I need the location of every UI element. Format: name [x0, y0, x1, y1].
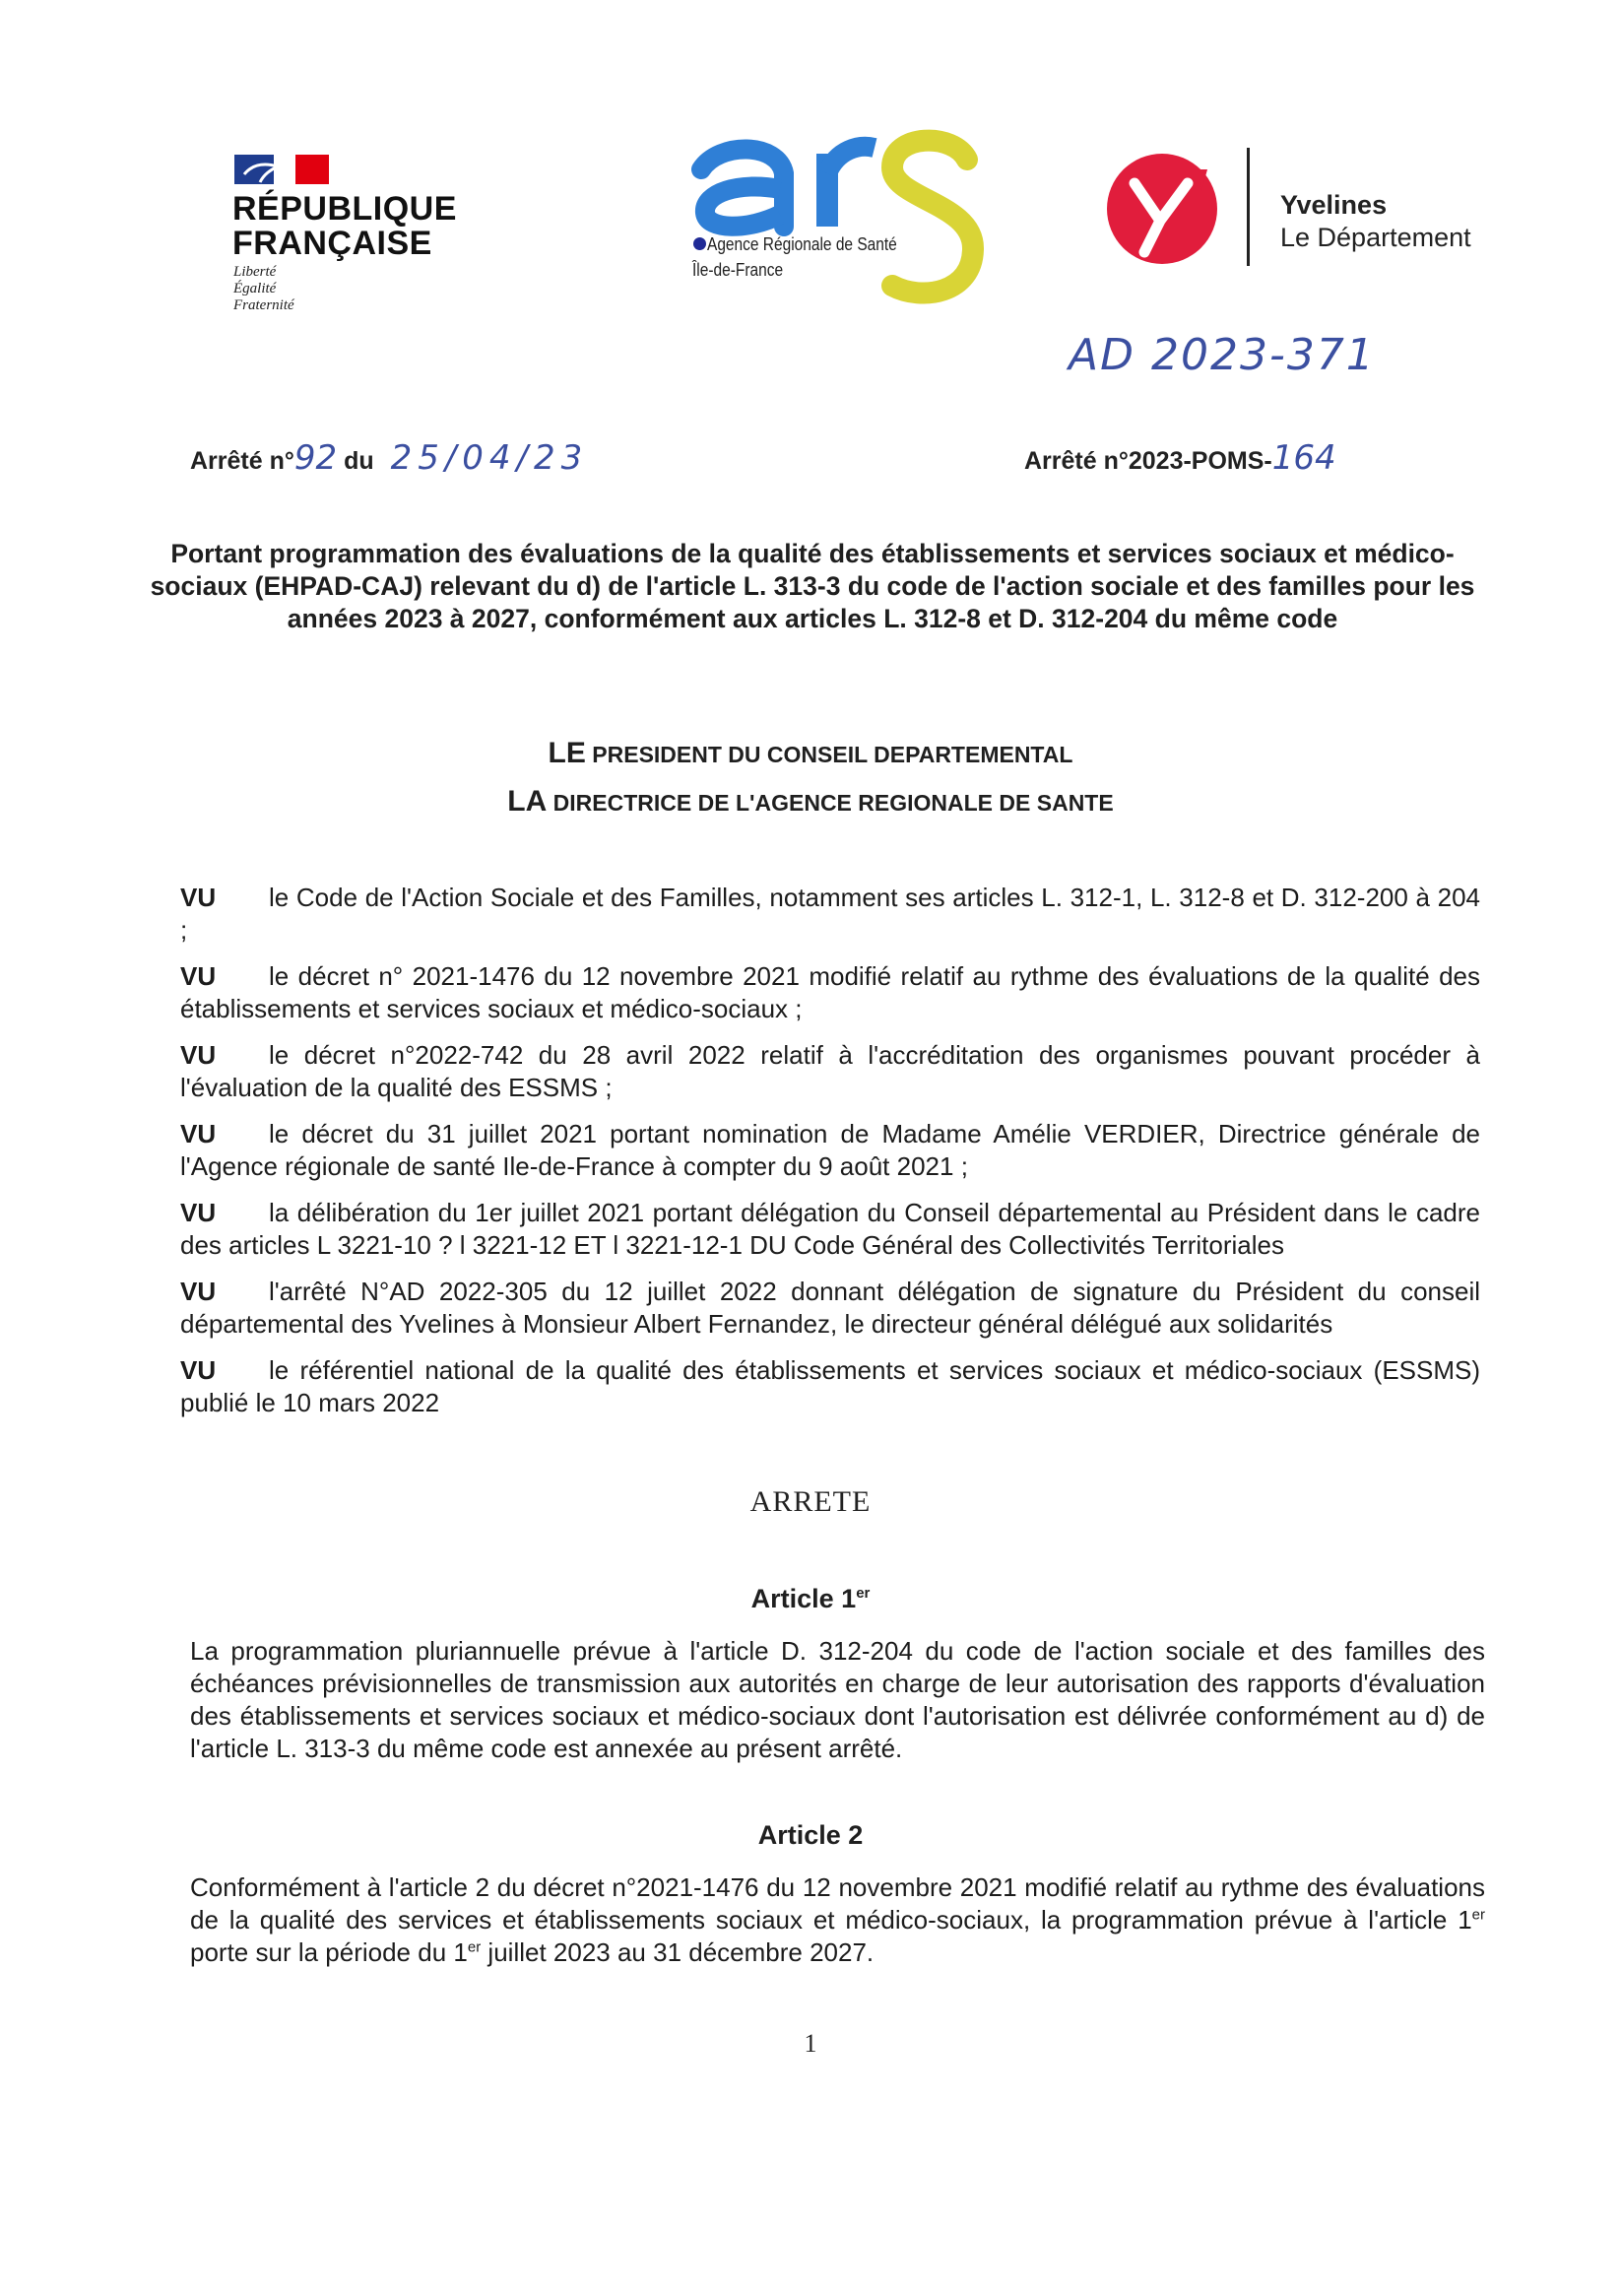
- vu-item: VU le décret n°2022-742 du 28 avril 2022 relatif à l'accréditation des organismes pouvant procéder à l'évaluation de la qualité des ESSMS ;: [180, 1040, 1480, 1102]
- ars-letters-icon: [689, 128, 985, 315]
- yvelines-y-icon: [1105, 150, 1253, 268]
- arrete-reference-right: Arrêté n°2023-POMS-164: [1024, 438, 1336, 478]
- authority-directrice: LA DIRECTRICE DE L'AGENCE REGIONALE DE SANTE: [507, 785, 1114, 818]
- yvelines-name: Yvelines: [1280, 190, 1388, 220]
- handwritten-date: 25/04/23: [390, 438, 589, 478]
- handwritten-registration-stamp: AD 2023-371: [1069, 330, 1376, 380]
- ars-dot-icon: [693, 237, 706, 250]
- handwritten-arrete-number: 92: [293, 438, 338, 478]
- vu-item: VU la délibération du 1er juillet 2021 portant délégation du Conseil départemental au Président dans le cadre des articles L 3221-10 ? l 3221-12 ET l 3221-12-1 DU Code Général des Collectivités Territoriales: [180, 1198, 1480, 1260]
- ars-region: Île-de-France: [692, 260, 784, 280]
- republique-motto: Liberté Égalité Fraternité: [233, 264, 294, 313]
- vu-item: VU le Code de l'Action Sociale et des Familles, notamment ses articles L. 312-1, L. 312-8 et D. 312-200 à 204 ;: [180, 883, 1480, 945]
- vu-item: VU le référentiel national de la qualité des établissements et services sociaux et médico-sociaux (ESSMS) publié le 10 mars 2022: [180, 1355, 1480, 1417]
- document-title: Portant programmation des évaluations de la qualité des établissements et services sociaux et médico-sociaux (EHPAD-CAJ) relevant du d) de l'article L. 313-3 du code de l'action sociale et des familles pour les années 2023 à 2027, conformément aux articles L. 312-8 et D. 312-204 du même code: [150, 539, 1475, 633]
- authority-president: LE PRESIDENT DU CONSEIL DEPARTEMENTAL: [548, 737, 1073, 769]
- article-1-text: La programmation pluriannuelle prévue à l'article D. 312-204 du code de l'action sociale et des familles des échéances prévisionnelles de transmission aux autorités en charge de leur autorisation des rapports d'évaluation des établissements et services sociaux et médico-sociaux dont l'autorisation est délivrée conformément au d) de l'article L. 313-3 du même code est annexée au présent arrêté.: [190, 1636, 1485, 1763]
- handwritten-poms-number: 164: [1271, 438, 1336, 478]
- vu-item: VU le décret n° 2021-1476 du 12 novembre 2021 modifié relatif au rythme des évaluations de la qualité des établissements et services sociaux et médico-sociaux ;: [180, 961, 1480, 1023]
- page-number: 1: [804, 2029, 817, 2058]
- arrete-heading: ARRETE: [749, 1485, 872, 1518]
- republique-francaise-name: RÉPUBLIQUE FRANÇAISE: [232, 190, 457, 262]
- yvelines-divider: [1247, 148, 1250, 266]
- yvelines-subtitle: Le Département: [1280, 223, 1471, 252]
- ars-tagline: Agence Régionale de Santé: [707, 234, 897, 254]
- arrete-reference-left: Arrêté n°92 du 25/04/23: [190, 438, 589, 478]
- vu-item: VU le décret du 31 juillet 2021 portant nomination de Madame Amélie VERDIER, Directrice générale de l'Agence régionale de santé Ile-de-France à compter du 9 août 2021 ;: [180, 1119, 1480, 1181]
- marianne-flag-icon: [234, 153, 329, 186]
- vu-item: VU l'arrêté N°AD 2022-305 du 12 juillet 2022 donnant délégation de signature du Président du conseil départemental des Yvelines à Monsieur Albert Fernandez, le directeur général délégué aux solidarités: [180, 1277, 1480, 1339]
- article-1-heading: Article 1er: [750, 1584, 871, 1613]
- article-2-heading: Article 2: [757, 1820, 864, 1850]
- article-2-text: Conformément à l'article 2 du décret n°2021-1476 du 12 novembre 2021 modifié relatif au rythme des évaluations de la qualité des services et établissements sociaux et médico-sociaux, la programmation prévue à l'article 1er porte sur la période du 1er juillet 2023 au 31 décembre 2027.: [190, 1872, 1485, 1967]
